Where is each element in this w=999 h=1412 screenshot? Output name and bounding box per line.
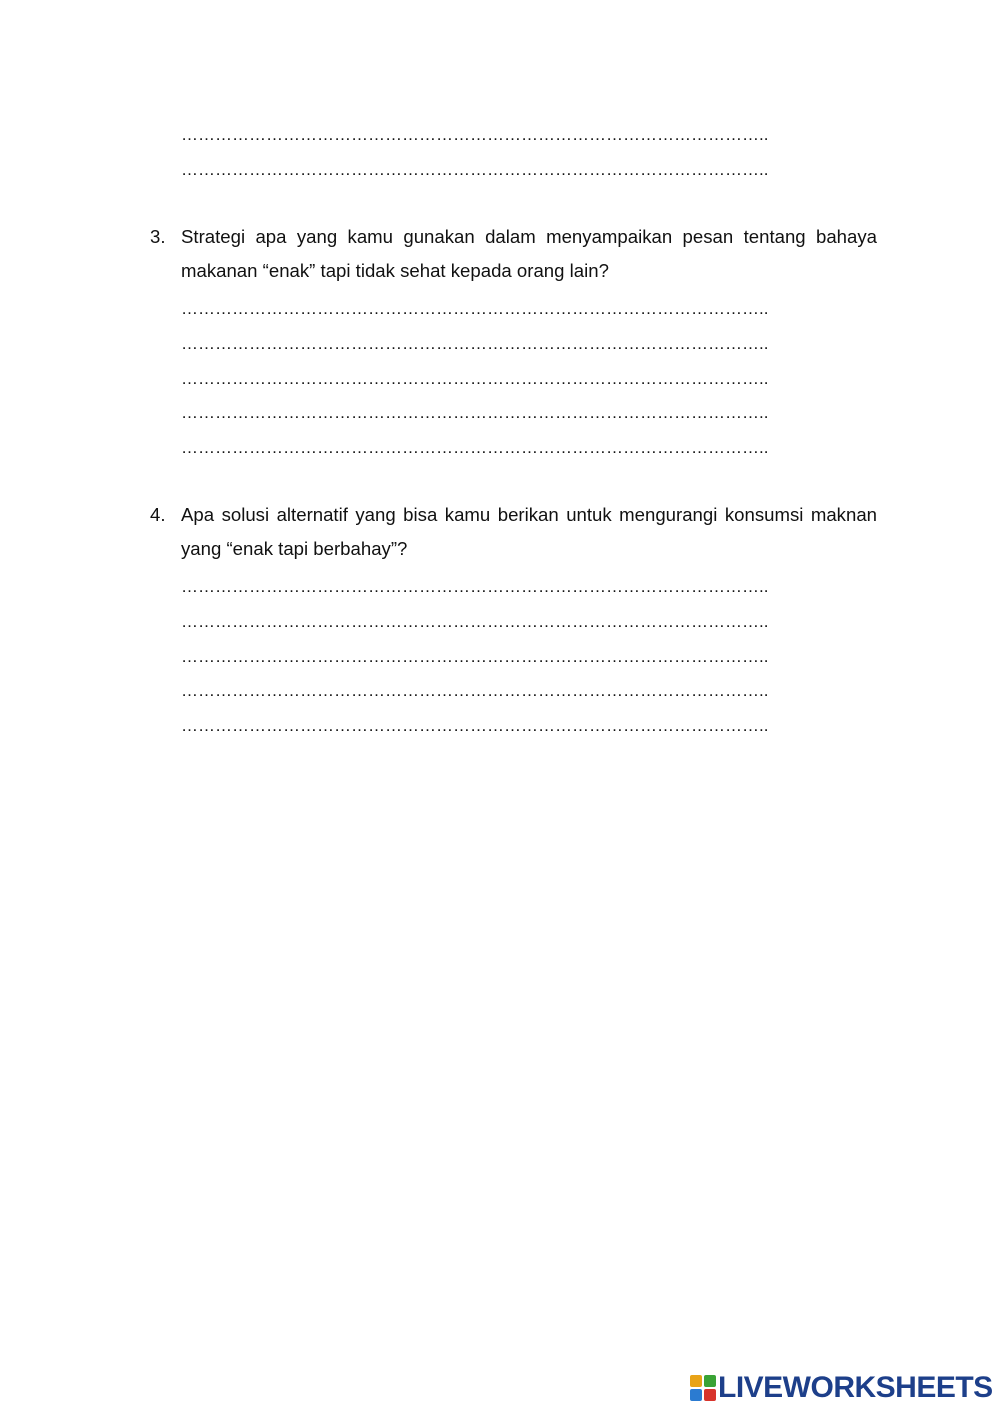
- answer-line[interactable]: …………………………………………………………………………………………..: [181, 299, 769, 318]
- answer-line[interactable]: …………………………………………………………………………………………..: [181, 369, 769, 388]
- question-number: 3.: [150, 226, 166, 247]
- answer-line[interactable]: …………………………………………………………………………………………..: [181, 647, 769, 666]
- question-text: Apa solusi alternatif yang bisa kamu berikan untuk mengurangi konsumsi maknan yang “enak tapi berbahay”?: [181, 504, 877, 559]
- answer-line[interactable]: …………………………………………………………………………………………..: [181, 403, 769, 422]
- liveworksheets-logo-icon: [690, 1375, 716, 1401]
- answer-line[interactable]: …………………………………………………………………………………………..: [181, 438, 769, 457]
- answer-line[interactable]: …………………………………………………………………………………………..: [181, 334, 769, 353]
- answer-line[interactable]: …………………………………………………………………………………………..: [181, 160, 769, 179]
- question-4: [150, 498, 877, 566]
- question-text: Strategi apa yang kamu gunakan dalam menyampaikan pesan tentang bahaya makanan “enak” tapi tidak sehat kepada orang lain?: [181, 226, 877, 281]
- answer-line[interactable]: …………………………………………………………………………………………..: [181, 681, 769, 700]
- answer-line[interactable]: …………………………………………………………………………………………..: [181, 577, 769, 596]
- answer-line[interactable]: …………………………………………………………………………………………..: [181, 612, 769, 631]
- question-number: 4.: [150, 504, 166, 525]
- question-3: [150, 220, 877, 288]
- answer-line[interactable]: …………………………………………………………………………………………..: [181, 125, 769, 144]
- liveworksheets-logo: [690, 1372, 993, 1404]
- answer-line[interactable]: …………………………………………………………………………………………..: [181, 716, 769, 735]
- logo-text: LIVEWORKSHEETS: [718, 1371, 993, 1404]
